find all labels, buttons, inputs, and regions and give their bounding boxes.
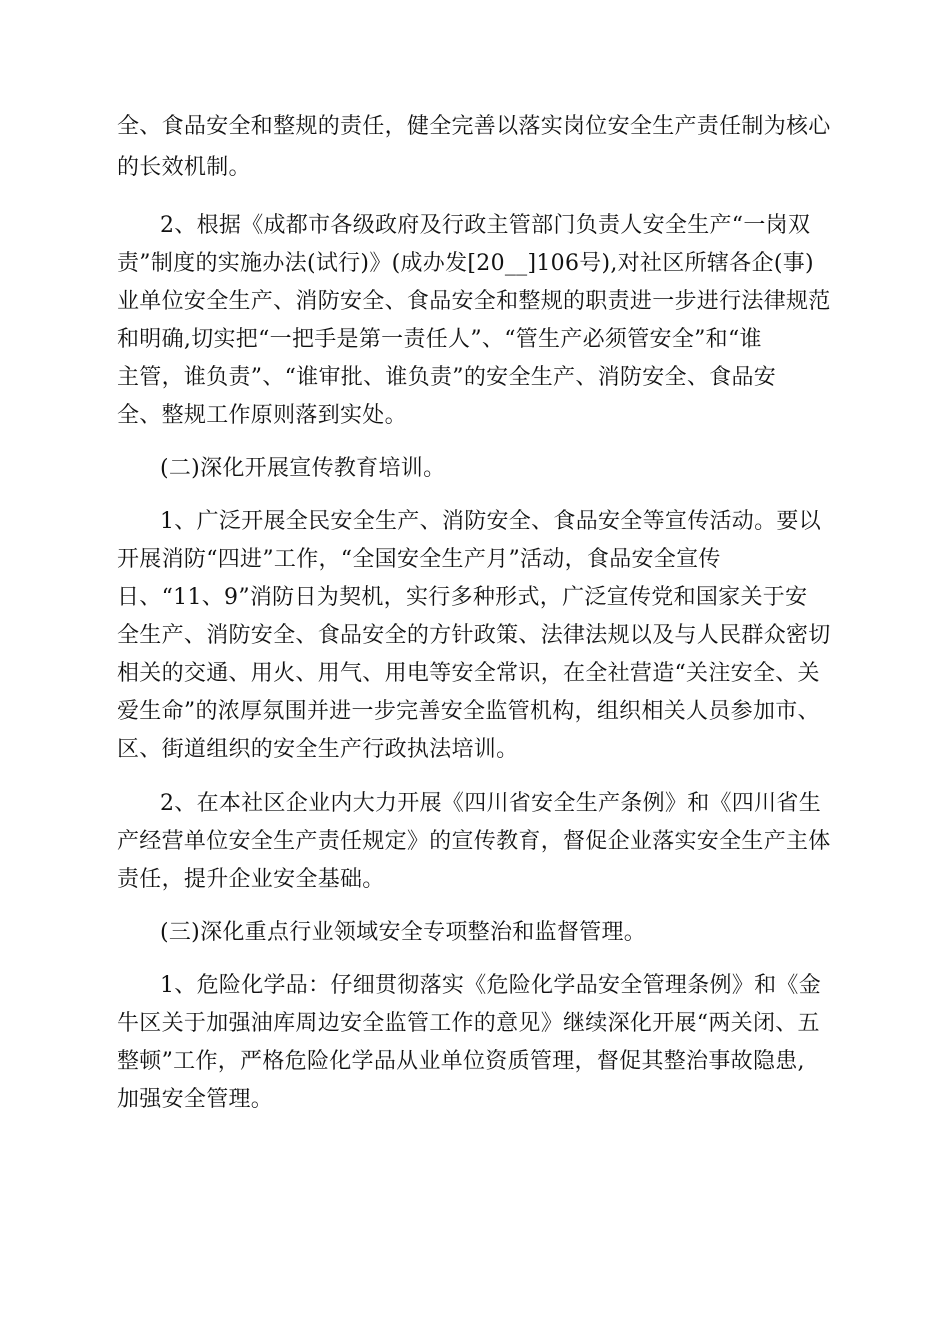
text-line: 产经营单位安全生产责任规定》的宣传教育，督促企业落实安全生产主体 — [117, 829, 831, 854]
text-line: 开展消防“四进”工作，“全国安全生产月”活动，食品安全宣传 — [117, 547, 721, 572]
text-line: 业单位安全生产、消防安全、食品安全和整规的职责进一步进行法律规范 — [117, 289, 831, 314]
text-line: 责”制度的实施办法(试行)》(成办发[20__]106号),对社区所辖各企(事) — [117, 251, 814, 276]
paragraph-first-line: 1、广泛开展全民安全生产、消防安全、食品安全等宣传活动。要以 — [160, 509, 821, 534]
text-line: 爱生命”的浓厚氛围并进一步完善安全监管机构，组织相关人员参加市、 — [117, 699, 820, 724]
text-line: 的长效机制。 — [117, 155, 251, 180]
paragraph-first-line: 2、根据《成都市各级政府及行政主管部门负责人安全生产“一岗双 — [160, 213, 811, 238]
text-line: 全、整规工作原则落到实处。 — [117, 403, 407, 428]
text-line: 区、街道组织的安全生产行政执法培训。 — [117, 737, 519, 762]
section-heading: (三)深化重点行业领域安全专项整治和监督管理。 — [160, 920, 647, 945]
text-line: 牛区关于加强油库周边安全监管工作的意见》继续深化开展“两关闭、五 — [117, 1011, 820, 1036]
text-line: 责任，提升企业安全基础。 — [117, 867, 385, 892]
paragraph-first-line: 2、在本社区企业内大力开展《四川省安全生产条例》和《四川省生 — [160, 791, 821, 816]
paragraph-first-line: 1、危险化学品：仔细贯彻落实《危险化学品安全管理条例》和《金 — [160, 973, 821, 998]
text-line: 日、“11、9”消防日为契机，实行多种形式，广泛宣传党和国家关于安 — [117, 585, 808, 610]
text-line: 主管，谁负责”、“谁审批、谁负责”的安全生产、消防安全、食品安 — [117, 365, 777, 390]
text-line: 和明确,切实把“一把手是第一责任人”、“管生产必须管安全”和“谁 — [117, 327, 762, 352]
section-heading: (二)深化开展宣传教育培训。 — [160, 456, 446, 481]
text-line: 全、食品安全和整规的责任，健全完善以落实岗位安全生产责任制为核心 — [117, 114, 831, 139]
text-line: 全生产、消防安全、食品安全的方针政策、法律法规以及与人民群众密切 — [117, 623, 831, 648]
text-line: 相关的交通、用火、用气、用电等安全常识，在全社营造“关注安全、关 — [117, 661, 820, 686]
text-line: 整顿”工作，严格危险化学品从业单位资质管理，督促其整治事故隐患, — [117, 1049, 805, 1074]
text-line: 加强安全管理。 — [117, 1087, 274, 1112]
